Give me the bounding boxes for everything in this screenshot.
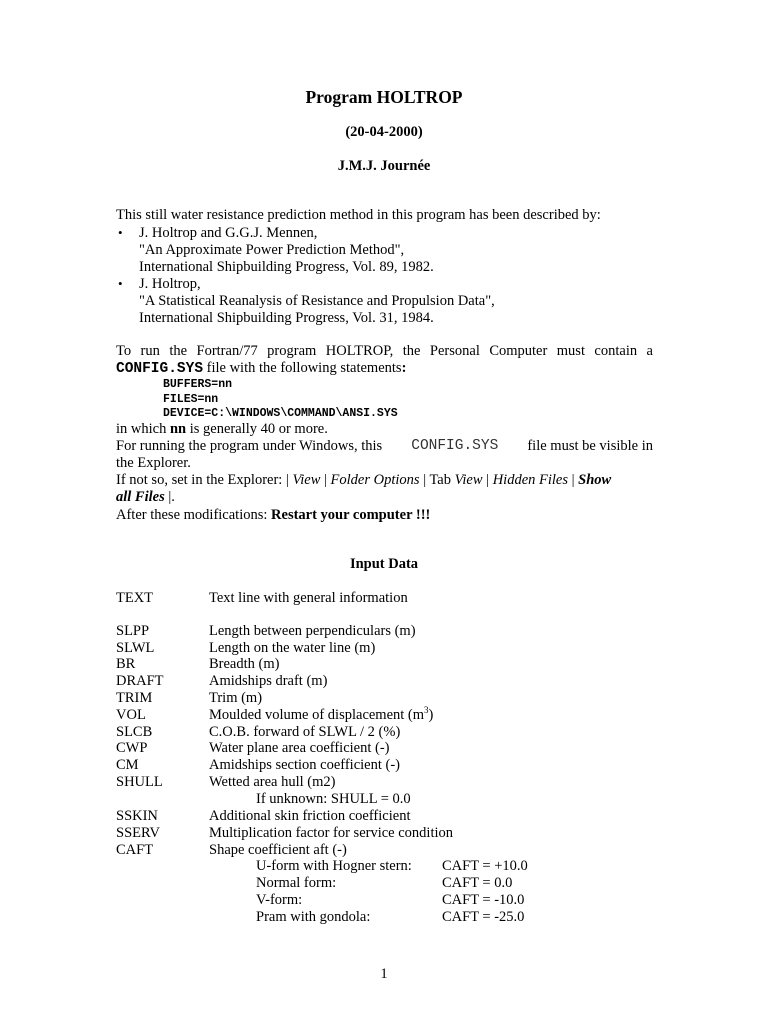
- caft-option-value: CAFT = -25.0: [442, 909, 525, 925]
- menu-view: View: [292, 472, 321, 488]
- superscript: 3: [424, 705, 429, 715]
- caft-option-label: U-form with Hogner stern:: [256, 858, 412, 874]
- separator: |: [482, 472, 493, 488]
- document-date: (20-04-2000): [345, 124, 423, 140]
- config-sys-filename: CONFIG.SYS: [116, 361, 204, 377]
- var-description-text: Moulded volume of displacement (m: [209, 707, 425, 723]
- var-description: Length between perpendiculars (m): [209, 623, 416, 639]
- config-file-text: file with the following statements: [203, 360, 402, 376]
- reference-1-title: "An Approximate Power Prediction Method",: [139, 242, 405, 258]
- var-description: Length on the water line (m): [209, 640, 376, 656]
- var-description: Shape coefficient aft (-): [209, 842, 347, 858]
- reference-2-title: "A Statistical Reanalysis of Resistance and Propulsion Data",: [139, 293, 495, 309]
- var-description: C.O.B. forward of SLWL / 2 (%): [209, 724, 401, 740]
- config-colon: :: [401, 360, 407, 376]
- config-statement-files: FILES=nn: [163, 393, 219, 406]
- var-name: SSERV: [116, 825, 160, 841]
- nn-term: nn: [169, 421, 187, 437]
- reference-2-journal: International Shipbuilding Progress, Vol. 31, 1984.: [139, 310, 434, 326]
- var-description: Amidships section coefficient (-): [209, 757, 400, 773]
- var-name: SHULL: [116, 774, 163, 790]
- bullet-icon: •: [118, 276, 123, 291]
- caft-option-label: Normal form:: [256, 875, 337, 891]
- separator: |: [568, 472, 579, 488]
- var-description: Breadth (m): [209, 656, 280, 672]
- run-instruction-line: To run the Fortran/77 program HOLTROP, the Personal Computer must contain a: [116, 343, 653, 359]
- bullet-icon: •: [118, 225, 123, 240]
- var-description: Amidships draft (m): [209, 673, 328, 689]
- var-name: TEXT: [116, 590, 154, 606]
- caft-option-label: Pram with gondola:: [256, 909, 371, 925]
- config-statement-buffers: BUFFERS=nn: [163, 378, 233, 391]
- caft-option-label: V-form:: [256, 892, 303, 908]
- reference-2-authors: J. Holtrop,: [139, 276, 201, 292]
- end-bar: |.: [164, 489, 175, 505]
- var-name: CAFT: [116, 842, 154, 858]
- in-which-line: [116, 421, 328, 438]
- explorer-line: the Explorer.: [116, 455, 191, 471]
- menu-folder-options: Folder Options: [330, 472, 420, 488]
- document-author: J.M.J. Journée: [337, 158, 431, 174]
- var-description: [209, 707, 433, 724]
- config-line: [116, 360, 406, 377]
- intro-line: This still water resistance prediction method in this program has been described by:: [116, 207, 601, 223]
- var-name: BR: [116, 656, 136, 672]
- var-name: SLPP: [116, 623, 150, 639]
- var-name: CM: [116, 757, 139, 773]
- windows-config-filename: CONFIG.SYS: [411, 438, 499, 454]
- reference-1-authors: J. Holtrop and G.G.J. Mennen,: [139, 225, 318, 241]
- var-name: DRAFT: [116, 673, 164, 689]
- in-which-post: is generally 40 or more.: [186, 421, 328, 437]
- reference-1-journal: International Shipbuilding Progress, Vol. 89, 1982.: [139, 259, 434, 275]
- page-number: 1: [380, 966, 388, 982]
- var-description: Additional skin friction coefficient: [209, 808, 411, 824]
- var-name: SSKIN: [116, 808, 158, 824]
- var-name: TRIM: [116, 690, 153, 706]
- windows-line-pre: For running the program under Windows, this: [116, 438, 383, 454]
- page-title: Program HOLTROP: [305, 87, 463, 107]
- var-description: Text line with general information: [209, 590, 408, 606]
- option-hidden-files: Hidden Files: [492, 472, 568, 488]
- restart-notice: Restart your computer !!!: [271, 507, 431, 523]
- option-show: Show: [578, 472, 612, 488]
- caft-option-value: CAFT = 0.0: [442, 875, 513, 891]
- var-name: SLCB: [116, 724, 153, 740]
- tab-text: | Tab: [419, 472, 455, 488]
- input-data-heading: Input Data: [349, 556, 419, 572]
- windows-line: [116, 438, 653, 455]
- var-name: SLWL: [116, 640, 155, 656]
- var-name: CWP: [116, 740, 148, 756]
- var-description: Water plane area coefficient (-): [209, 740, 390, 756]
- caft-option-value: CAFT = +10.0: [442, 858, 528, 874]
- all-files-line: [116, 489, 175, 506]
- caft-option-value: CAFT = -10.0: [442, 892, 525, 908]
- var-name: VOL: [116, 707, 146, 723]
- after-modifications-line: [116, 507, 430, 524]
- var-description: Multiplication factor for service condition: [209, 825, 454, 841]
- in-which-pre: in which: [116, 421, 170, 437]
- config-statement-device: DEVICE=C:\WINDOWS\COMMAND\ANSI.SYS: [163, 407, 398, 420]
- var-description-end: ): [428, 707, 434, 723]
- if-not-line: [116, 472, 611, 489]
- option-all-files: all Files: [116, 489, 165, 505]
- tab-view: View: [454, 472, 483, 488]
- if-not-pre: If not so, set in the Explorer: |: [116, 472, 293, 488]
- separator: |: [320, 472, 331, 488]
- shull-note: If unknown: SHULL = 0.0: [256, 791, 411, 807]
- after-pre: After these modifications:: [116, 507, 272, 523]
- windows-line-post: file must be visible in: [527, 438, 653, 454]
- var-description: Wetted area hull (m2): [209, 774, 336, 790]
- var-description: Trim (m): [209, 690, 263, 706]
